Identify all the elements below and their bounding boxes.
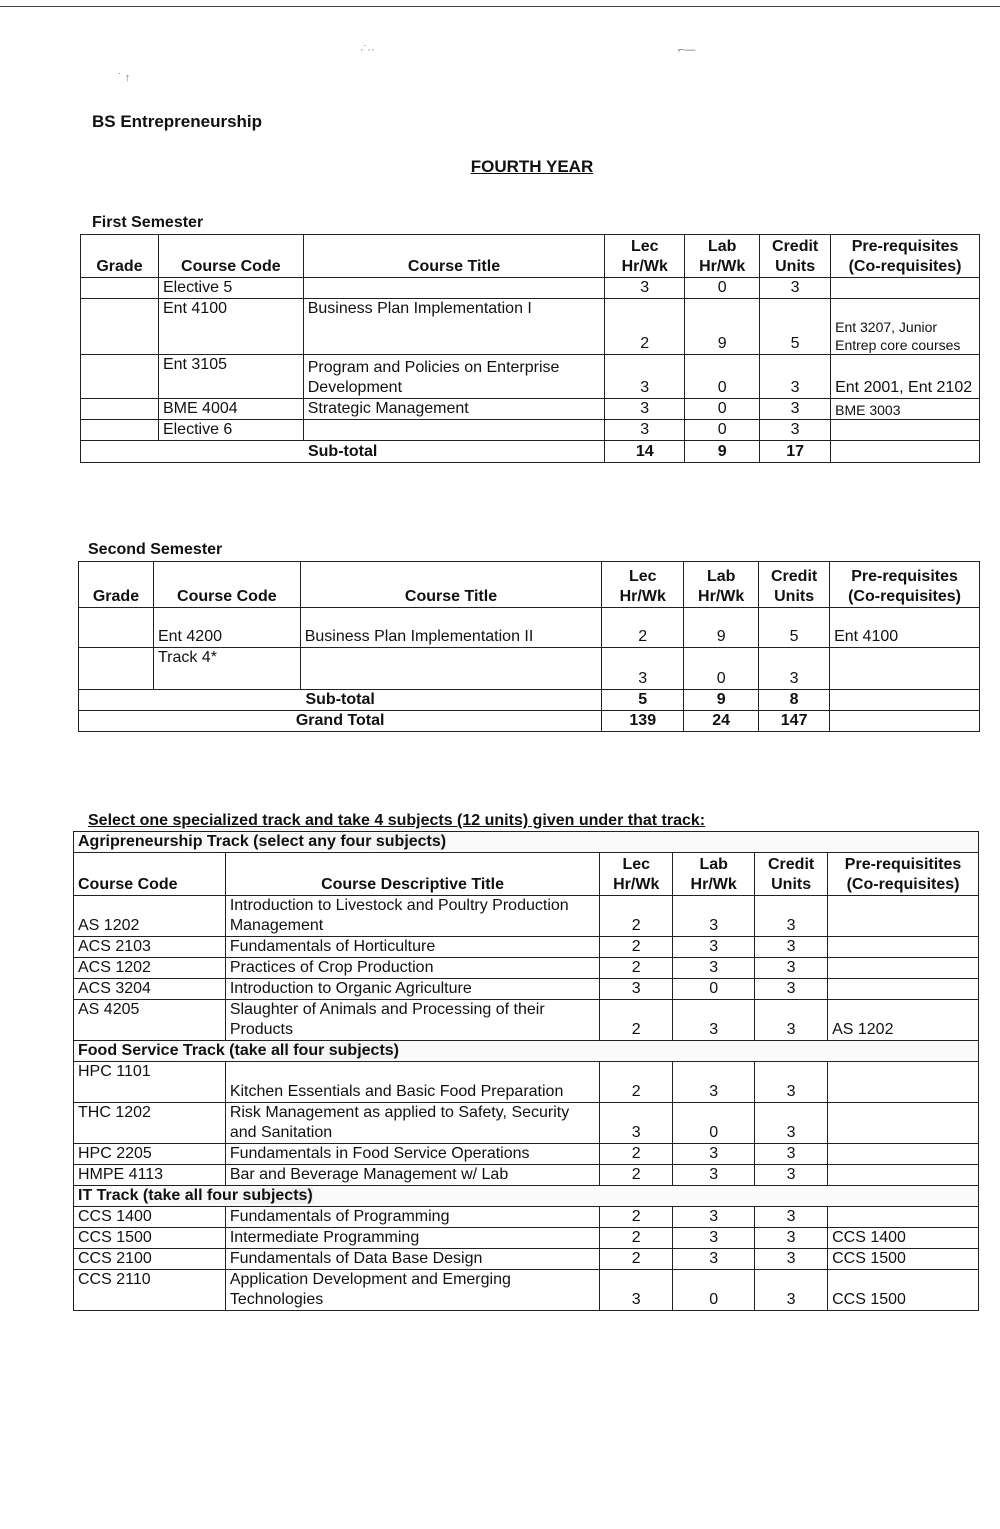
lab-hours: 3 bbox=[673, 1144, 755, 1165]
credit-units: 3 bbox=[755, 1228, 828, 1249]
table-row bbox=[81, 355, 980, 399]
credit-units: 5 bbox=[759, 608, 830, 648]
header-course-code: Course Code bbox=[74, 853, 226, 896]
header-lab: Lab Hr/Wk bbox=[673, 853, 755, 896]
lab-hours: 3 bbox=[673, 1000, 755, 1041]
grade-cell bbox=[81, 278, 159, 299]
header-lec: Lec Hr/Wk bbox=[605, 235, 685, 278]
course-title: Introduction to Organic Agriculture bbox=[225, 979, 599, 1000]
lec-hours: 3 bbox=[605, 399, 685, 420]
lec-hours: 2 bbox=[600, 1062, 673, 1103]
track-section-header bbox=[74, 1186, 979, 1207]
second-semester-title: Second Semester bbox=[88, 541, 223, 558]
credit-units: 3 bbox=[755, 1270, 828, 1311]
subtotal-label: Sub-total bbox=[81, 441, 605, 463]
table-header-row bbox=[81, 235, 980, 278]
grand-total-label: Grand Total bbox=[79, 711, 602, 732]
table-row bbox=[81, 299, 980, 355]
header-grade: Grade bbox=[81, 235, 159, 278]
header-course-title: Course Descriptive Title bbox=[225, 853, 599, 896]
lec-hours: 3 bbox=[605, 278, 685, 299]
course-code: ACS 3204 bbox=[74, 979, 226, 1000]
table-row bbox=[74, 979, 979, 1000]
lec-hours: 3 bbox=[605, 420, 685, 441]
prerequisites: AS 1202 bbox=[828, 1000, 979, 1041]
credit-units: 3 bbox=[755, 1249, 828, 1270]
subtotal-lec: 5 bbox=[602, 690, 684, 711]
second-semester-table bbox=[78, 561, 980, 732]
course-title: Strategic Management bbox=[303, 399, 605, 420]
prerequisites: Ent 2001, Ent 2102 bbox=[831, 355, 980, 399]
header-credit: Credit Units bbox=[760, 235, 831, 278]
table-row bbox=[74, 937, 979, 958]
prerequisites bbox=[828, 896, 979, 937]
course-code: ACS 1202 bbox=[74, 958, 226, 979]
scan-speck: ˙ ↑ bbox=[118, 72, 131, 84]
header-prereq: Pre-requisitites (Co-requisites) bbox=[828, 853, 979, 896]
credit-units: 3 bbox=[755, 1062, 828, 1103]
prerequisites bbox=[831, 278, 980, 299]
header-prereq: Pre-requisites (Co-requisites) bbox=[831, 235, 980, 278]
course-title: Fundamentals in Food Service Operations bbox=[225, 1144, 599, 1165]
credit-units: 3 bbox=[760, 420, 831, 441]
scan-speck: ⌐— bbox=[678, 44, 696, 56]
course-title: Risk Management as applied to Safety, Security and Sanitation bbox=[225, 1103, 599, 1144]
track-section-header bbox=[74, 832, 979, 853]
agripreneurship-track-title bbox=[74, 832, 979, 853]
lec-hours: 3 bbox=[600, 1270, 673, 1311]
lec-hours: 2 bbox=[600, 1165, 673, 1186]
table-row bbox=[74, 1207, 979, 1228]
first-semester-title: First Semester bbox=[92, 214, 204, 231]
lec-hours: 2 bbox=[600, 958, 673, 979]
track-instruction: Select one specialized track and take 4 subjects (12 units) given under that track: bbox=[88, 812, 706, 829]
food-service-track-title bbox=[74, 1041, 979, 1062]
header-prereq: Pre-requisites (Co-requisites) bbox=[830, 562, 980, 608]
table-row bbox=[81, 420, 980, 441]
track-section-header bbox=[74, 1041, 979, 1062]
header-credit: Credit Units bbox=[755, 853, 828, 896]
course-code: Elective 5 bbox=[158, 278, 303, 299]
program-title: BS Entrepreneurship bbox=[92, 112, 263, 131]
credit-units: 3 bbox=[760, 278, 831, 299]
table-row bbox=[74, 1144, 979, 1165]
it-track-title bbox=[74, 1186, 979, 1207]
grade-cell bbox=[79, 608, 154, 648]
lab-hours: 0 bbox=[685, 278, 760, 299]
credit-units: 3 bbox=[755, 1165, 828, 1186]
prerequisites bbox=[830, 648, 980, 690]
credit-units: 3 bbox=[755, 896, 828, 937]
course-code: CCS 1400 bbox=[74, 1207, 226, 1228]
agripreneurship-track-label: Agripreneurship Track (select any four subjects) bbox=[78, 833, 447, 850]
lab-hours: 0 bbox=[684, 648, 759, 690]
lab-hours: 3 bbox=[673, 1062, 755, 1103]
course-title bbox=[303, 278, 605, 299]
lec-hours: 2 bbox=[600, 1000, 673, 1041]
course-code: Elective 6 bbox=[158, 420, 303, 441]
subtotal-lab: 9 bbox=[685, 441, 760, 463]
course-code: THC 1202 bbox=[74, 1103, 226, 1144]
lec-hours: 3 bbox=[605, 355, 685, 399]
prerequisites bbox=[828, 1207, 979, 1228]
header-course-code: Course Code bbox=[153, 562, 300, 608]
lec-hours: 2 bbox=[602, 608, 684, 648]
lec-hours: 2 bbox=[600, 1144, 673, 1165]
prerequisites: Ent 4100 bbox=[830, 608, 980, 648]
lab-hours: 9 bbox=[684, 608, 759, 648]
prerequisites bbox=[831, 420, 980, 441]
lec-hours: 3 bbox=[600, 1103, 673, 1144]
lab-hours: 0 bbox=[673, 1270, 755, 1311]
lec-hours: 2 bbox=[600, 937, 673, 958]
food-service-track-label: Food Service Track (take all four subjects) bbox=[78, 1042, 399, 1059]
lab-hours: 3 bbox=[673, 1228, 755, 1249]
course-code: Ent 4200 bbox=[153, 608, 300, 648]
prerequisites bbox=[828, 937, 979, 958]
course-code: HPC 2205 bbox=[74, 1144, 226, 1165]
prerequisites: CCS 1500 bbox=[828, 1249, 979, 1270]
table-row bbox=[74, 958, 979, 979]
year-title: FOURTH YEAR bbox=[470, 157, 594, 176]
prerequisites: BME 3003 bbox=[831, 399, 980, 420]
specialized-tracks-table bbox=[73, 831, 979, 1311]
lec-hours: 2 bbox=[600, 1207, 673, 1228]
prerequisites bbox=[828, 1144, 979, 1165]
prerequisites bbox=[828, 1103, 979, 1144]
course-title: Business Plan Implementation II bbox=[300, 608, 602, 648]
course-title bbox=[300, 648, 602, 690]
credit-units: 3 bbox=[755, 979, 828, 1000]
header-course-code: Course Code bbox=[158, 235, 303, 278]
lab-hours: 9 bbox=[685, 299, 760, 355]
lec-hours: 2 bbox=[600, 1228, 673, 1249]
header-credit: Credit Units bbox=[759, 562, 830, 608]
credit-units: 3 bbox=[755, 1144, 828, 1165]
course-title: Fundamentals of Data Base Design bbox=[225, 1249, 599, 1270]
table-row bbox=[79, 608, 980, 648]
credit-units: 3 bbox=[755, 937, 828, 958]
table-row bbox=[74, 1165, 979, 1186]
subtotal-lec: 14 bbox=[605, 441, 685, 463]
course-code: AS 4205 bbox=[74, 1000, 226, 1041]
header-grade: Grade bbox=[79, 562, 154, 608]
grand-total-lec: 139 bbox=[602, 711, 684, 732]
subtotal-credit: 8 bbox=[759, 690, 830, 711]
scan-speck: ·˙·· bbox=[360, 44, 375, 56]
table-row bbox=[74, 1270, 979, 1311]
grade-cell bbox=[79, 648, 154, 690]
table-row bbox=[79, 648, 980, 690]
lab-hours: 3 bbox=[673, 937, 755, 958]
header-course-title: Course Title bbox=[300, 562, 602, 608]
course-title: Intermediate Programming bbox=[225, 1228, 599, 1249]
course-title: Fundamentals of Programming bbox=[225, 1207, 599, 1228]
credit-units: 3 bbox=[755, 1000, 828, 1041]
credit-units: 3 bbox=[755, 1103, 828, 1144]
lab-hours: 3 bbox=[673, 958, 755, 979]
credit-units: 3 bbox=[759, 648, 830, 690]
course-title: Program and Policies on Enterprise Development bbox=[303, 355, 605, 399]
table-row bbox=[74, 1228, 979, 1249]
grand-total-credit: 147 bbox=[759, 711, 830, 732]
lab-hours: 0 bbox=[685, 420, 760, 441]
lec-hours: 2 bbox=[605, 299, 685, 355]
table-header-row bbox=[74, 853, 979, 896]
lab-hours: 3 bbox=[673, 1207, 755, 1228]
grand-total-row bbox=[79, 711, 980, 732]
subtotal-lab: 9 bbox=[684, 690, 759, 711]
subtotal-label: Sub-total bbox=[79, 690, 602, 711]
lab-hours: 0 bbox=[685, 399, 760, 420]
subtotal-prereq bbox=[830, 690, 980, 711]
table-row bbox=[74, 1062, 979, 1103]
grade-cell bbox=[81, 420, 159, 441]
lab-hours: 3 bbox=[673, 1165, 755, 1186]
prerequisites bbox=[828, 958, 979, 979]
prerequisites: Ent 3207, Junior Entrep core courses bbox=[831, 299, 980, 355]
credit-units: 5 bbox=[760, 299, 831, 355]
course-code: AS 1202 bbox=[74, 896, 226, 937]
prerequisites bbox=[828, 979, 979, 1000]
table-row bbox=[74, 1000, 979, 1041]
course-code: HPC 1101 bbox=[74, 1062, 226, 1103]
course-title: Fundamentals of Horticulture bbox=[225, 937, 599, 958]
grade-cell bbox=[81, 355, 159, 399]
lab-hours: 3 bbox=[673, 1249, 755, 1270]
course-title: Business Plan Implementation I bbox=[303, 299, 605, 355]
course-code: CCS 2100 bbox=[74, 1249, 226, 1270]
first-semester-table bbox=[80, 234, 980, 463]
lab-hours: 0 bbox=[673, 979, 755, 1000]
table-row bbox=[81, 278, 980, 299]
lab-hours: 3 bbox=[673, 896, 755, 937]
credit-units: 3 bbox=[755, 958, 828, 979]
lab-hours: 0 bbox=[685, 355, 760, 399]
table-row bbox=[74, 1103, 979, 1144]
course-code: BME 4004 bbox=[158, 399, 303, 420]
lec-hours: 2 bbox=[600, 1249, 673, 1270]
subtotal-credit: 17 bbox=[760, 441, 831, 463]
course-code: CCS 2110 bbox=[74, 1270, 226, 1311]
course-code: Ent 3105 bbox=[158, 355, 303, 399]
course-code: Track 4* bbox=[153, 648, 300, 690]
course-code: CCS 1500 bbox=[74, 1228, 226, 1249]
table-header-row bbox=[79, 562, 980, 608]
subtotal-row bbox=[81, 441, 980, 463]
course-title: Bar and Beverage Management w/ Lab bbox=[225, 1165, 599, 1186]
lec-hours: 3 bbox=[600, 979, 673, 1000]
course-code: Ent 4100 bbox=[158, 299, 303, 355]
prerequisites bbox=[828, 1165, 979, 1186]
course-title bbox=[303, 420, 605, 441]
prerequisites: CCS 1500 bbox=[828, 1270, 979, 1311]
credit-units: 3 bbox=[755, 1207, 828, 1228]
course-title: Application Development and Emerging Technologies bbox=[225, 1270, 599, 1311]
grand-total-lab: 24 bbox=[684, 711, 759, 732]
subtotal-prereq bbox=[831, 441, 980, 463]
scan-top-edge-line bbox=[0, 6, 1000, 7]
credit-units: 3 bbox=[760, 399, 831, 420]
prerequisites bbox=[828, 1062, 979, 1103]
lab-hours: 0 bbox=[673, 1103, 755, 1144]
header-lec: Lec Hr/Wk bbox=[602, 562, 684, 608]
it-track-label: IT Track (take all four subjects) bbox=[78, 1187, 313, 1204]
header-lab: Lab Hr/Wk bbox=[685, 235, 760, 278]
table-row bbox=[74, 1249, 979, 1270]
table-row bbox=[81, 399, 980, 420]
course-code: HMPE 4113 bbox=[74, 1165, 226, 1186]
table-row bbox=[74, 896, 979, 937]
header-lab: Lab Hr/Wk bbox=[684, 562, 759, 608]
subtotal-row bbox=[79, 690, 980, 711]
course-code: ACS 2103 bbox=[74, 937, 226, 958]
course-title: Kitchen Essentials and Basic Food Preparation bbox=[225, 1062, 599, 1103]
lec-hours: 3 bbox=[602, 648, 684, 690]
credit-units: 3 bbox=[760, 355, 831, 399]
grand-total-prereq bbox=[830, 711, 980, 732]
header-course-title: Course Title bbox=[303, 235, 605, 278]
grade-cell bbox=[81, 399, 159, 420]
course-title: Introduction to Livestock and Poultry Production Management bbox=[225, 896, 599, 937]
course-title: Practices of Crop Production bbox=[225, 958, 599, 979]
lec-hours: 2 bbox=[600, 896, 673, 937]
prerequisites: CCS 1400 bbox=[828, 1228, 979, 1249]
header-lec: Lec Hr/Wk bbox=[600, 853, 673, 896]
grade-cell bbox=[81, 299, 159, 355]
course-title: Slaughter of Animals and Processing of their Products bbox=[225, 1000, 599, 1041]
